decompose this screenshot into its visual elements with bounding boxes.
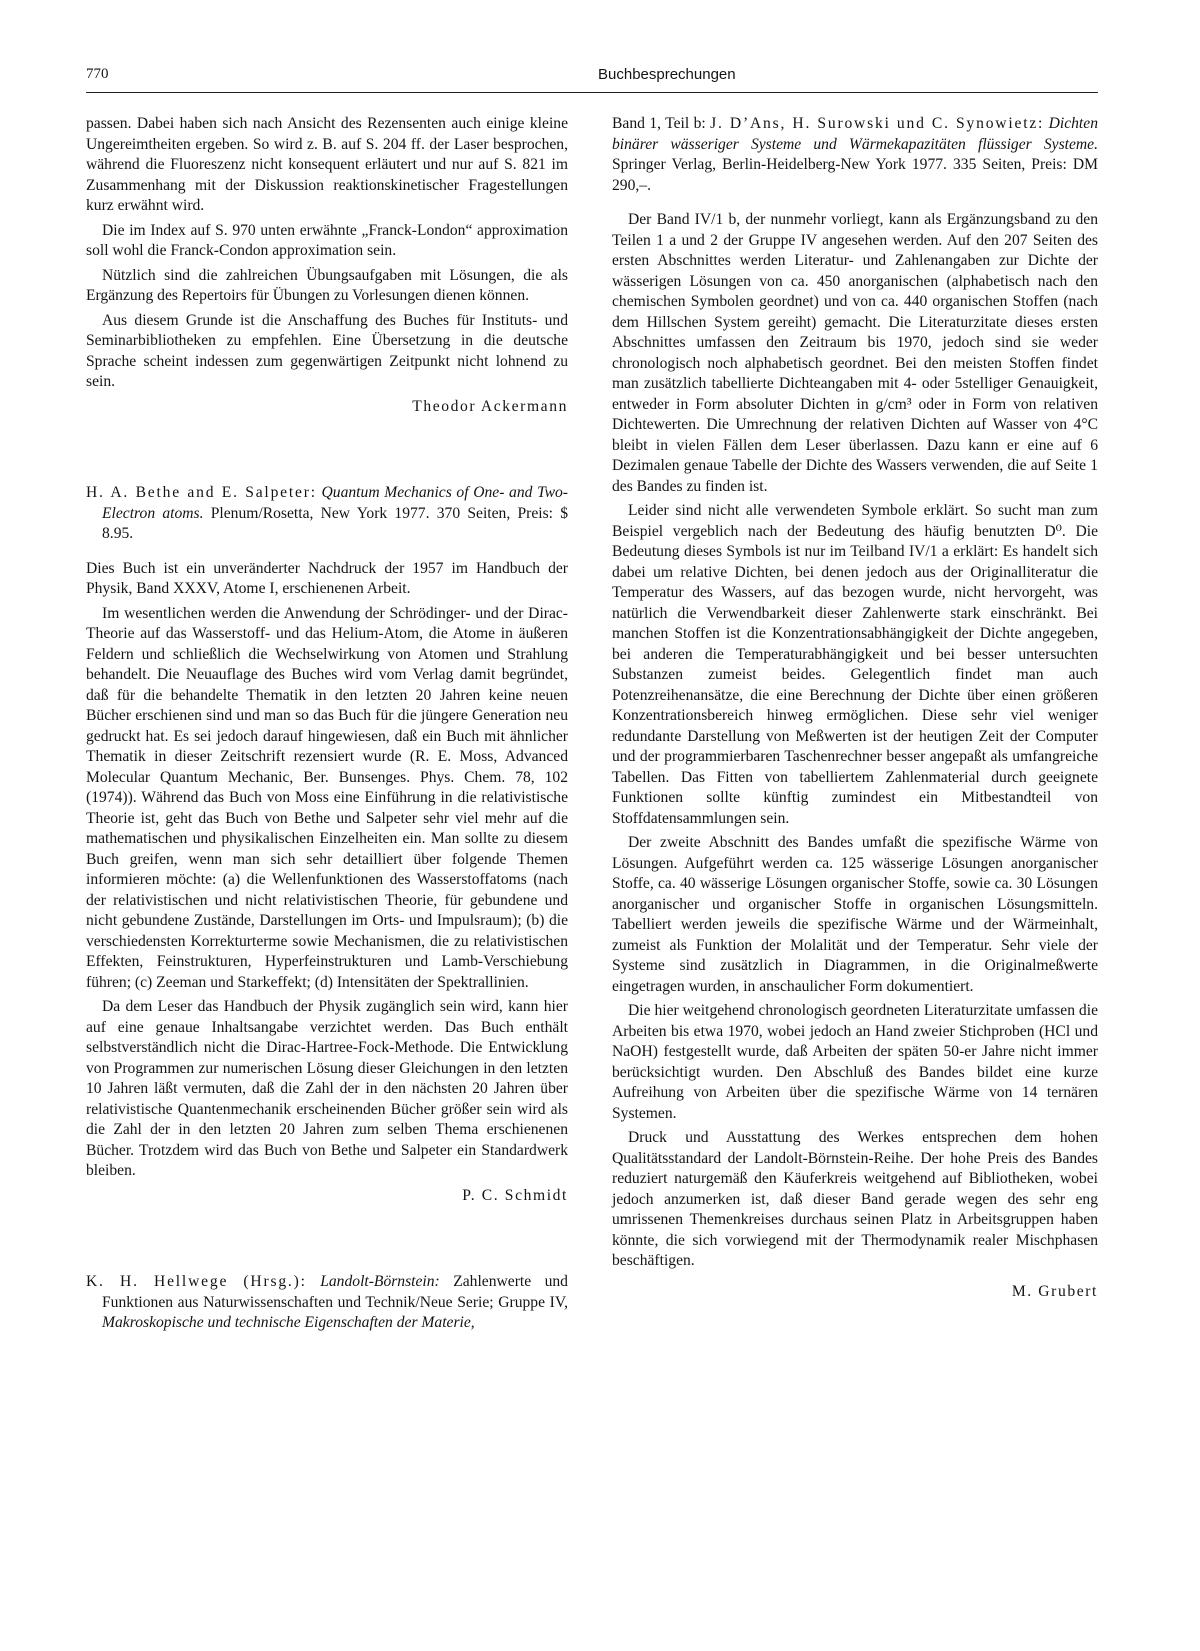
paragraph: Leider sind nicht alle verwendeten Symbole erklärt. So sucht man zum Beispiel vergeblich nach der Bedeutung des häufig benutzten D⁰. Die Bedeutung dieses Symbols ist nur im Teilband IV/1 a erklärt: Es handelt sich dabei um relative Dichten, bei denen jedoch aus der Originalliteratur die Temperatur des Wassers, auf das bezogen wurde, nicht hervorgeht, was natürlich die Verwendbarkeit dieser Zahlenwerte stark einschränkt. Bei manchen Stoffen ist die Konzentrationsabhängigkeit der Dichte angegeben, bei anderen die Temperaturabhängigkeit und bei besser untersuchten Substanzen zumeist beides. Gelegentlich findet man auch Potenzreihenansätze, die eine Berechnung der Dichte über einen größeren Konzentrationsbereich hinweg ermöglichen. Diese sehr viel weniger redundante Darstellung von Meßwerten ist der heutigen Zeit der Computer und der programmierbaren Taschenrechner besser angepaßt als umfangreiche Tabellen. Das Fitten von tabelliertem Zahlenmaterial durch geeignete Funktionen sollte künftig zumindest ein Mitbestandteil von Stoffdatensammlungen sein.: [612, 502, 1098, 827]
citation-editor: K. H. Hellwege (Hrsg.):: [86, 1273, 307, 1290]
paragraph: Der Band IV/1 b, der nunmehr vorliegt, kann als Ergänzungsband zu den Teilen 1 a und 2 der Gruppe IV angesehen werden. Auf den 207 Seiten des ersten Abschnittes werden Literatur- und Zahlenangaben zur Dichte der wässerigen Lösungen von ca. 450 anorganischen (alphabetisch nach den chemischen Symbolen geordnet) und von ca. 440 organischen Stoffen (nach dem Hillschen System gereiht) gemacht. Die Literaturzitate dieses ersten Abschnittes umfassen den Zeitraum bis 1970, jedoch sind sie weder chronologisch noch alphabetisch geordnet. Bei den meisten Stoffen findet man zusätzlich tabellierte Dichteangaben mit 4- oder 5stelliger Genauigkeit, entweder in Form absoluter Dichten in g/cm³ oder in Form von relativen Dichtewerten. Die Umrechnung der relativen Dichten auf Wasser von 4°C bleibt in vielen Fällen dem Leser überlassen. Dazu kann er eine auf 6 Dezimalen genaue Tabelle der Dichte des Wassers verwenden, die auf Seite 1 des Bandes zu finden ist.: [612, 211, 1098, 495]
review-ackermann: [86, 114, 568, 417]
page-number: 770: [86, 66, 109, 82]
book-citation-continued: [612, 114, 1098, 196]
citation-details: Plenum/Rosetta, New York 1977. 370 Seiten, Preis: $ 8.95.: [102, 504, 568, 542]
paragraph: Die hier weitgehend chronologisch geordneten Literaturzitate umfassen die Arbeiten bis etwa 1970, wobei jedoch an Hand zweier Stichproben (HCl und NaOH) festgestellt wurde, daß Arbeiten der späten 50-er Jahre nicht immer berücksichtigt wurden. Den Abschluß des Bandes bildet eine kurze Aufreihung von Arbeiten über die spezifische Wärme von 14 ternären Systemen.: [612, 1002, 1098, 1122]
citation-band: Band 1, Teil b:: [612, 115, 706, 132]
page-header: [86, 64, 1098, 93]
right-column: [612, 114, 1098, 1302]
paragraph: Im wesentlichen werden die Anwendung der Schrödinger- und der Dirac-Theorie auf das Wasserstoff- und das Helium-Atom, die Atome in äußeren Feldern und schließlich die Wechselwirkung von Atomen und Strahlung behandelt. Die Neuauflage des Buches wird vom Verlag damit begründet, daß für die behandelte Thematik in den letzten 20 Jahren keine neuen Bücher erschienen sind und man so das Buch für die jüngere Generation neu gedruckt hat. Es sei jedoch darauf hingewiesen, daß ein Buch mit ähnlicher Thematik in dieser Zeitschrift rezensiert wurde (R. E. Moss, Advanced Molecular Quantum Mechanic, Ber. Bunsenges. Phys. Chem. 78, 102 (1974)). Während das Buch von Moss eine Einführung in die relativistische Theorie ist, geht das Buch von Bethe und Salpeter sehr viel mehr auf die mathematischen und physikalischen Einzelheiten ein. Man sollte zu diesem Buch greifen, wenn man sich sehr detailliert über folgende Themen informieren möchte: (a) die Wellenfunktionen des Wasserstoffatoms (nach der relativistischen und nicht relativistischen Theorie, für gebundene und nicht gebundene Zustände, Darstellungen im Orts- und Impulsraum); (b) die verschiedensten Korrekturterme sowie Mechanismen, die zu relativistischen Effekten, Feinstrukturen, Hyperfeinstrukturen und Lamb-Verschiebung führen; (c) Zeeman und Starkeffekt; (d) Intensitäten der Spektrallinien.: [86, 604, 568, 991]
citation-series-rest: Zahlenwerte und Funktionen aus Naturwissenschaften und Technik/Neue Serie; Gruppe IV,: [102, 1273, 568, 1311]
paragraph: Nützlich sind die zahlreichen Übungsaufgaben mit Lösungen, die als Ergänzung des Repertoirs für Übungen zu Vorlesungen dienen können.: [86, 266, 568, 304]
book-citation: [86, 483, 568, 545]
review-landolt-boernstein-citation: [86, 1272, 568, 1334]
citation-series-title: Landolt-Börnstein:: [320, 1273, 440, 1290]
review-bethe-salpeter: [86, 483, 568, 1206]
paragraph: Aus diesem Grunde ist die Anschaffung des Buches für Instituts- und Seminarbibliotheken zu empfehlen. Eine Übersetzung in die deutsche Sprache scheint indessen zum gegenwärtigen Zeitpunkt nicht lohnend zu sein.: [86, 311, 568, 390]
reviewer-signature: M. Grubert: [1011, 1282, 1098, 1300]
citation-title: Quantum Mechanics of One- and Two-Electron atoms.: [102, 484, 568, 522]
citation-details: Springer Verlag, Berlin-Heidelberg-New York 1977. 335 Seiten, Preis: DM 290,–.: [612, 156, 1098, 194]
left-column: [86, 114, 568, 1348]
paragraph: Der zweite Abschnitt des Bandes umfaßt die spezifische Wärme von Lösungen. Aufgeführt werden ca. 125 wässerige Lösungen anorganischer Stoffe, ca. 40 wässerige Lösungen organischer Stoffe, sowie ca. 30 Lösungen anorganischer und organischer Stoffe in organischen Lösungsmitteln. Tabelliert werden jeweils die spezifische Wärme und der Wärmeinhalt, zumeist als Funktion der Molalität und der Temperatur. Sehr viele der Systeme sind zusätzlich in Diagrammen, in die Originalmeßwerte eingetragen wurden, in anschaulicher Form dokumentiert.: [612, 834, 1098, 995]
paragraph: Druck und Ausstattung des Werkes entsprechen dem hohen Qualitätsstandard der Landolt-Börnstein-Reihe. Der hohe Preis des Bandes reduziert naturgemäß den Käuferkreis weitgehend auf Bibliotheken, wobei jedoch anzumerken ist, daß dieser Band gerade wegen des sehr eng umrissenen Themenkreises durchaus seinen Platz in Arbeitsgruppen haben könnte, die sich vorwiegend mit der Thermodynamik realer Mischphasen beschäftigen.: [612, 1129, 1098, 1269]
reviewer-signature: Theodor Ackermann: [412, 397, 568, 415]
citation-group-title: Makroskopische und technische Eigenschaften der Materie,: [102, 1314, 475, 1331]
paragraph: Die im Index auf S. 970 unten erwähnte „Franck-London“ approximation soll wohl die Franck-Condon approximation sein.: [86, 221, 568, 259]
citation-title: Dichten binärer wässeriger Systeme und Wärmekapazitäten flüssiger Systeme.: [612, 115, 1098, 153]
book-citation: [86, 1272, 568, 1334]
citation-authors: J. D’Ans, H. Surowski und C. Synowietz:: [710, 115, 1045, 132]
paragraph: Da dem Leser das Handbuch der Physik zugänglich sein wird, kann hier auf eine genaue Inhaltsangabe verzichtet werden. Das Buch enthält selbstverständlich nicht die Dirac-Hartree-Fock-Methode. Die Entwicklung von Programmen zur numerischen Lösung dieser Gleichungen in den letzten 10 Jahren läßt vermuten, daß die Zahl der in den nächsten 20 Jahren über relativistische Quantenmechanik erscheinenden Bücher größer sein wird als die Zahl der in den letzten 20 Jahren zum selben Thema erschienenen Bücher. Trotzdem wird das Buch von Bethe und Salpeter ein Standardwerk bleiben.: [86, 998, 568, 1179]
paragraph: passen. Dabei haben sich nach Ansicht des Rezensenten auch einige kleine Ungereimtheiten ergeben. So wird z. B. auf S. 204 ff. der Laser besprochen, während die Fluoreszenz nicht konsequent erläutert und nur auf S. 821 im Zusammenhang mit der Diskussion reaktionskinetischer Fragestellungen kurz erwähnt wird.: [86, 115, 568, 214]
paragraph: Dies Buch ist ein unveränderter Nachdruck der 1957 im Handbuch der Physik, Band XXXV, Atome I, erschienenen Arbeit.: [86, 559, 568, 597]
review-landolt-boernstein: [612, 114, 1098, 1302]
reviewer-signature: P. C. Schmidt: [462, 1186, 568, 1204]
citation-authors: H. A. Bethe and E. Salpeter:: [86, 484, 317, 501]
running-title: Buchbesprechungen: [598, 66, 736, 83]
